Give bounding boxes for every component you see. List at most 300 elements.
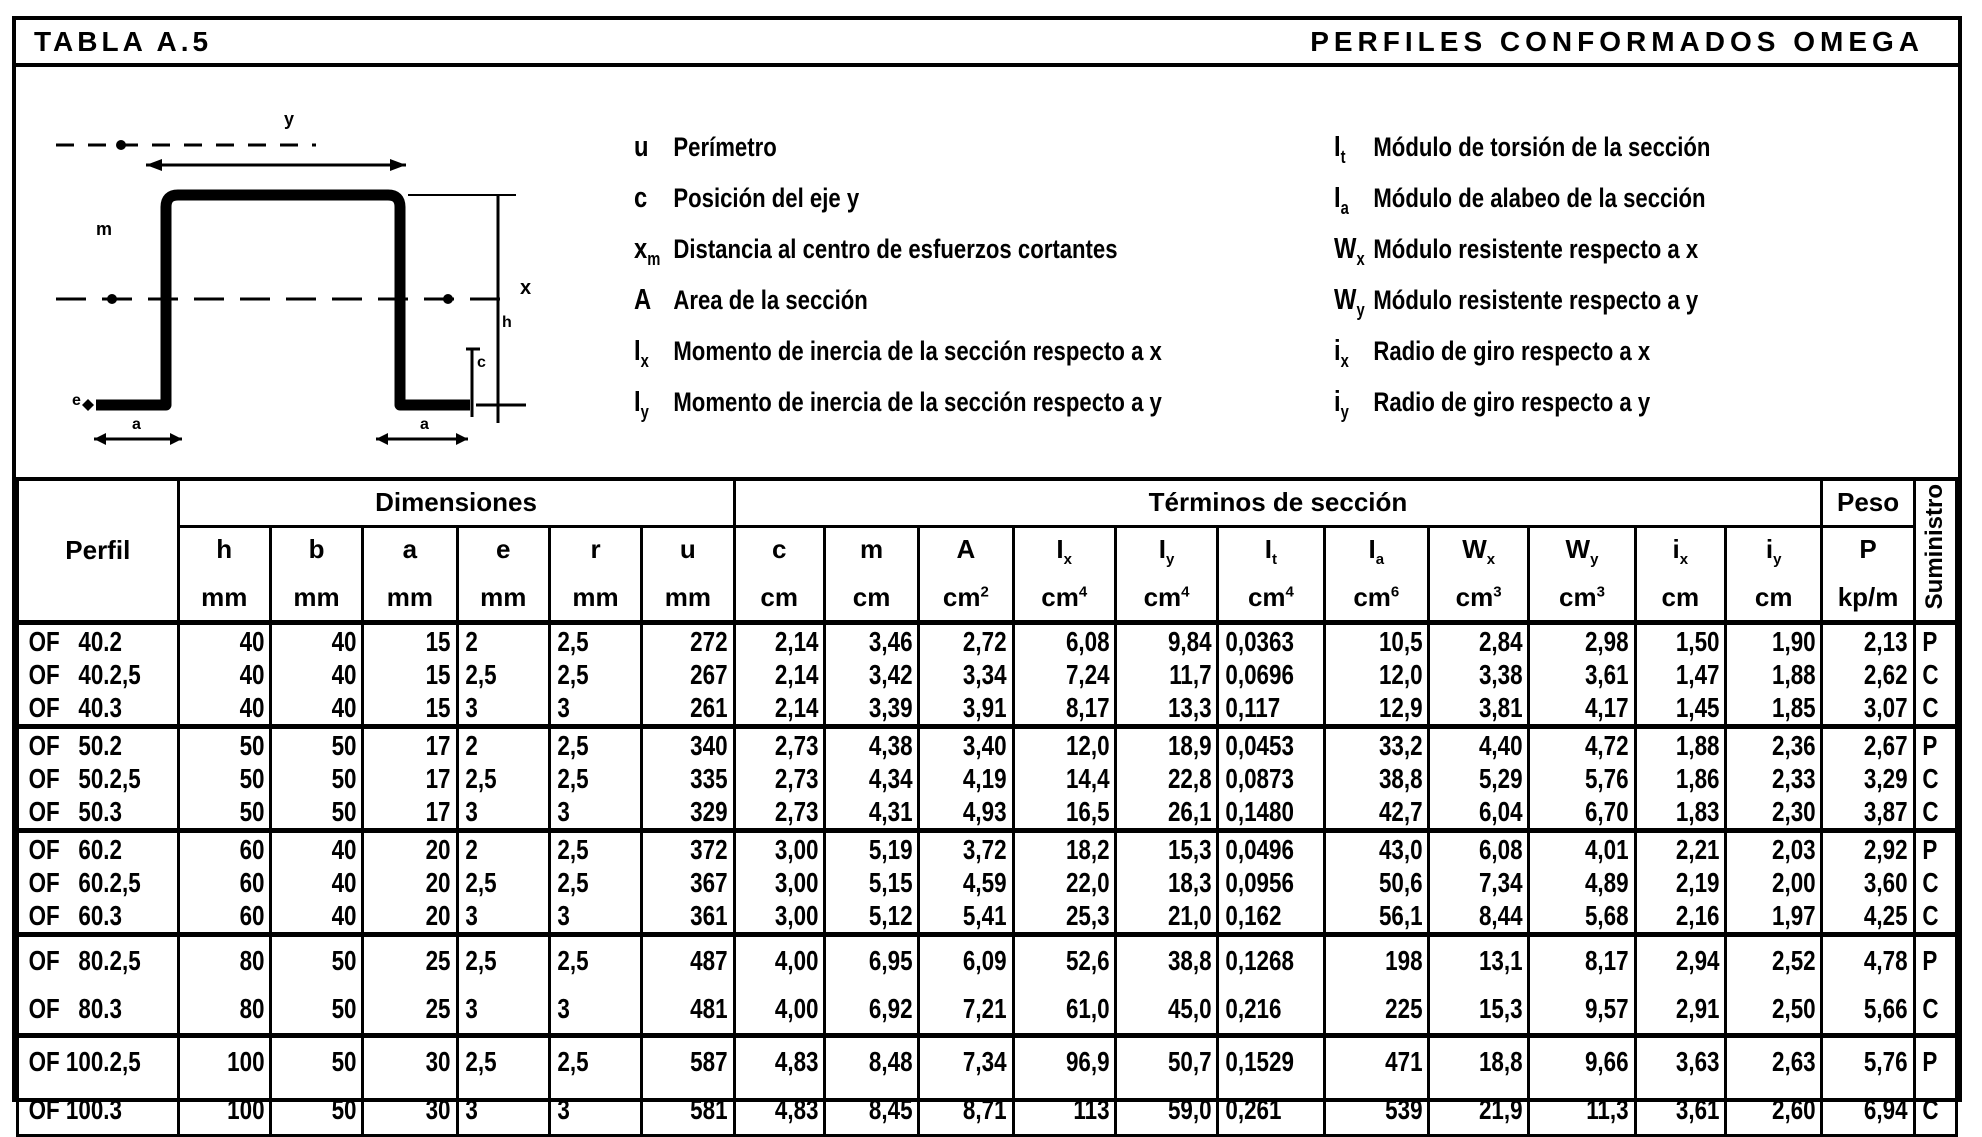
table-cell: 25,3 [1065,900,1110,931]
value-cell [1013,935,1115,1036]
value-cell [178,623,270,727]
table-cell: 1,90 [1772,626,1816,657]
table-cell: 59,0 [1167,1094,1212,1125]
legend-item [1334,284,1710,335]
table-cell: 5,66 [1864,993,1908,1024]
legend-item [1334,233,1710,284]
table-cell: 3,38 [1478,659,1523,690]
table-cell: 5,76 [1585,763,1629,794]
table-cell: 25 [425,945,451,976]
diagram-label-x: x [520,277,532,299]
legend-text: Radio de giro respecto a x [1373,336,1651,366]
column-unit: $cm^4$ [1115,574,1217,623]
value-cell [1726,831,1822,935]
table-cell: 50 [239,763,265,794]
table-title: PERFILES CONFORMADOS OMEGA [1310,26,1924,57]
table-cell: 2,94 [1675,945,1720,976]
table-cell: 21,0 [1167,900,1212,931]
table-cell: 40 [239,692,265,723]
table-cell: 3,91 [963,692,1007,723]
table-cell: 2,62 [1864,659,1908,690]
table-cell: 33,2 [1378,730,1423,761]
column-symbol: b [270,527,362,575]
table-cell: OF 50.2 [28,730,122,761]
table-cell: 17 [425,763,451,794]
column-symbol: $i_y$ [1726,527,1822,575]
legend-text: Módulo de torsión de la sección [1373,132,1711,162]
table-cell: 18,8 [1478,1046,1523,1077]
table-cell: 40 [331,692,357,723]
column-unit: cm [824,574,918,623]
table-cell: 22,0 [1065,867,1110,898]
table-cell: 4,72 [1585,730,1629,761]
diagram-label-h: h [502,314,512,331]
table-cell: 3 [464,692,478,723]
table-cell: 50 [331,763,357,794]
value-cell [734,935,824,1036]
title-bar [16,20,1958,67]
suministro-header: Suministro [1914,479,1956,623]
table-cell: 3,29 [1864,763,1908,794]
profile-name-cell [18,623,179,727]
table-cell: 9,57 [1585,993,1629,1024]
table-cell: 372 [690,834,728,865]
column-unit: $cm^4$ [1013,574,1115,623]
value-cell [1218,727,1324,831]
value-cell [549,623,641,727]
value-cell [734,727,824,831]
value-cell [1635,623,1725,727]
table-cell: 8,71 [963,1094,1007,1125]
table-cell: 61,0 [1065,993,1110,1024]
column-symbol: P [1822,527,1914,575]
value-cell [642,831,734,935]
table-cell: 12,0 [1378,659,1423,690]
table-cell: 2,73 [774,730,819,761]
value-cell [549,935,641,1036]
terminos-header: Términos de sección [734,479,1822,527]
table-cell: 2 [464,834,478,865]
table-cell: 4,78 [1864,945,1908,976]
value-cell [1635,935,1725,1036]
table-cell: 340 [690,730,728,761]
table-cell: 587 [690,1046,728,1077]
supply-cell [1914,727,1956,831]
table-cell: 6,09 [963,945,1007,976]
table-cell: 329 [690,796,728,827]
table-cell: 8,17 [1065,692,1110,723]
table-cell: 3,00 [774,834,819,865]
table-cell: 14,4 [1065,763,1110,794]
table-cell: 3 [464,993,478,1024]
table-cell: 6,08 [1065,626,1110,657]
table-cell: 2,00 [1772,867,1816,898]
legend-symbol: A [634,284,652,316]
value-cell [549,831,641,935]
table-cell: 3 [464,900,478,931]
table-cell: 60 [239,900,265,931]
legend-symbol: $i_x$ [1334,335,1349,371]
table-cell: 6,08 [1478,834,1523,865]
table-cell: 3,00 [774,900,819,931]
value-cell [1115,727,1217,831]
column-symbol: u [642,527,734,575]
column-symbol: A [919,527,1013,575]
table-cell: 3,07 [1864,692,1908,723]
table-cell: 4,93 [963,796,1007,827]
legend-text: Perímetro [673,132,777,162]
value-cell [1428,935,1528,1036]
legend-text: Momento de inercia de la sección respecto a x [673,336,1162,366]
table-cell: 8,45 [868,1094,913,1125]
table-cell: 18,2 [1065,834,1110,865]
table-cell: 30 [425,1094,451,1125]
table-cell: 2,33 [1772,763,1816,794]
column-symbol: $I_y$ [1115,527,1217,575]
table-cell: 15 [425,659,451,690]
column-symbol: $I_x$ [1013,527,1115,575]
table-cell: 367 [690,867,728,898]
table-cell: 2,50 [1772,993,1816,1024]
table-cell: 100 [226,1046,265,1077]
legend-text: Momento de inercia de la sección respecto a y [673,387,1162,417]
table-cell: OF 100.3 [28,1094,122,1125]
legend-item [1334,335,1710,386]
table-cell: 7,24 [1065,659,1110,690]
table-cell: 4,31 [868,796,913,827]
table-cell: 1,88 [1675,730,1720,761]
table-cell: 4,25 [1864,900,1908,931]
table-cell: 100 [226,1094,265,1125]
table-cell: 15,3 [1478,993,1523,1024]
table-cell: 2,73 [774,763,819,794]
table-cell: 0,0873 [1225,763,1295,794]
table-cell: 1,50 [1675,626,1720,657]
table-cell: 4,83 [774,1046,819,1077]
table-cell: 22,8 [1167,763,1212,794]
table-cell: 2,5 [557,834,589,865]
legend-text: Módulo resistente respecto a y [1373,285,1699,315]
value-cell [1115,623,1217,727]
table-cell: OF 60.2 [28,834,122,865]
table-cell: 5,19 [868,834,913,865]
table-cell: 4,19 [963,763,1007,794]
table-cell: 18,3 [1167,867,1212,898]
table-cell: 1,88 [1772,659,1816,690]
legend-item [634,182,1162,233]
table-cell: 40 [331,834,357,865]
table-cell: 21,9 [1478,1094,1523,1125]
table-cell: P [1922,945,1938,976]
table-cell: 2 [464,730,478,761]
table-cell: 267 [690,659,728,690]
table-cell: 4,00 [774,993,819,1024]
column-symbol: $I_a$ [1324,527,1428,575]
table-cell: 2,30 [1772,796,1816,827]
value-cell [1428,727,1528,831]
value-cell [1529,935,1635,1036]
table-cell: 3,63 [1675,1046,1720,1077]
table-cell: 50 [331,730,357,761]
table-cell: OF 40.2,5 [28,659,141,690]
table-cell: 38,8 [1167,945,1212,976]
table-cell: 5,76 [1864,1046,1908,1077]
table-cell: 1,45 [1675,692,1720,723]
legend-item [634,284,1162,335]
column-symbol: e [457,527,549,575]
value-cell [1635,831,1725,935]
value-cell [734,623,824,727]
legend-symbol: $I_y$ [634,386,649,422]
value-cell [1013,727,1115,831]
table-cell: 15 [425,626,451,657]
table-cell: 2,52 [1772,945,1816,976]
table-cell: P [1922,730,1938,761]
table-cell: 1,47 [1675,659,1720,690]
table-cell: 40 [331,626,357,657]
table-cell: 4,83 [774,1094,819,1125]
table-cell: 50 [331,1046,357,1077]
table-cell: 2,5 [464,867,497,898]
diagram-label-c: c [477,354,486,371]
value-cell [549,727,641,831]
column-symbol: $W_x$ [1428,527,1528,575]
table-cell: 4,59 [963,867,1007,898]
value-cell [642,727,734,831]
value-cell [363,831,457,935]
table-cell: 3,34 [963,659,1007,690]
table-cell: 15,3 [1167,834,1212,865]
table-cell: 43,0 [1378,834,1423,865]
table-cell: 4,40 [1478,730,1523,761]
table-cell: 1,97 [1772,900,1816,931]
column-unit: mm [270,574,362,623]
perfil-header: Perfil [18,479,179,623]
table-row-group [18,727,1957,831]
table-cell: OF 80.3 [28,993,122,1024]
table-cell: 25 [425,993,451,1024]
unit-row [18,574,1957,623]
table-cell: P [1922,626,1938,657]
table-cell: 2,36 [1772,730,1816,761]
table-row-group [18,935,1957,1036]
value-cell [824,727,918,831]
diagram-label-e: e [72,392,81,409]
column-unit: $cm^3$ [1529,574,1635,623]
table-cell: 471 [1384,1046,1423,1077]
supply-cell [1914,935,1956,1036]
table-cell: 2,92 [1864,834,1908,865]
table-cell: 113 [1072,1094,1110,1125]
table-cell: 11,3 [1586,1094,1629,1125]
value-cell [1324,935,1428,1036]
table-cell: 2,91 [1675,993,1720,1024]
value-cell [363,935,457,1036]
value-cell [270,831,362,935]
legend-item [1334,131,1710,182]
table-cell: OF 40.3 [28,692,122,723]
table-cell: 2,14 [774,626,819,657]
column-symbol: $I_t$ [1218,527,1324,575]
column-symbol: r [549,527,641,575]
value-cell [178,935,270,1036]
table-cell: 50 [331,796,357,827]
legend-text: Posición del eje y [673,183,860,213]
table-cell: 198 [1384,945,1423,976]
table-cell: 4,00 [774,945,819,976]
legend-symbol: $W_x$ [1334,233,1365,269]
table-cell: 96,9 [1065,1046,1110,1077]
table-cell: 2,5 [464,1046,497,1077]
table-cell: 0,1268 [1225,945,1295,976]
table-cell: 2,5 [557,867,589,898]
legend-item [634,335,1162,386]
table-cell: 3 [557,993,570,1024]
legend-symbol: $x_m$ [634,233,661,269]
table-cell: P [1922,1046,1938,1077]
diagram-label-a-left: a [132,416,141,433]
value-cell [824,623,918,727]
table-cell: 1,83 [1675,796,1720,827]
value-cell [1324,727,1428,831]
value-cell [824,935,918,1036]
column-unit: kp/m [1822,574,1914,623]
supply-cell [1914,831,1956,935]
table-cell: OF 50.2,5 [28,763,141,794]
table-cell: 40 [331,900,357,931]
table-cell: 1,85 [1772,692,1816,723]
table-cell: 4,34 [868,763,913,794]
table-cell: 2,5 [464,763,497,794]
value-cell [457,935,549,1036]
table-cell: 2,14 [774,692,819,723]
legend-symbol: $W_y$ [1334,284,1365,320]
table-cell: 5,15 [868,867,913,898]
table-cell: 581 [690,1094,728,1125]
table-cell: 50 [239,796,265,827]
table-cell: 2,98 [1585,626,1629,657]
table-cell: 6,04 [1478,796,1523,827]
legend-area [16,67,1958,481]
table-cell: 3,72 [963,834,1007,865]
table-cell: 0,117 [1225,692,1281,723]
table-cell: 4,17 [1585,692,1629,723]
column-unit: $cm^6$ [1324,574,1428,623]
table-cell: 3,87 [1864,796,1908,827]
value-cell [1115,935,1217,1036]
value-cell [1013,623,1115,727]
legend-symbol: c [634,182,648,214]
table-cell: 361 [690,900,728,931]
table-cell: 60 [239,867,265,898]
table-cell: 3,61 [1675,1094,1720,1125]
table-row-group [18,623,1957,727]
table-cell: 26,1 [1167,796,1212,827]
table-cell: 38,8 [1378,763,1423,794]
table-cell: 2,03 [1772,834,1816,865]
value-cell [1822,623,1914,727]
table-cell: 30 [425,1046,451,1077]
value-cell [178,727,270,831]
table-row-group [18,831,1957,935]
value-cell [919,831,1013,935]
table-cell: 3,39 [868,692,913,723]
diagram-label-a-right: a [420,416,429,433]
table-cell: 3 [557,900,570,931]
table-cell: 45,0 [1167,993,1212,1024]
table-cell: 7,34 [1478,867,1523,898]
table-cell: 2,5 [557,626,589,657]
table-cell: 2,5 [557,763,589,794]
peso-header: Peso [1822,479,1914,527]
table-cell: 0,0453 [1225,730,1295,761]
table-cell: 3,42 [868,659,913,690]
table-cell: 40 [239,626,265,657]
table-cell: 52,6 [1065,945,1110,976]
table-cell: 60 [239,834,265,865]
table-cell: 12,0 [1065,730,1110,761]
table-cell: 2,5 [557,945,589,976]
table-cell: 40 [331,867,357,898]
table-cell: OF 80.2,5 [28,945,141,976]
omega-profile-diagram [36,87,556,467]
table-cell: 272 [690,626,728,657]
table-cell: 80 [239,945,265,976]
table-cell: 80 [239,993,265,1024]
table-cell: 6,95 [868,945,913,976]
value-cell [824,831,918,935]
table-cell: 3,00 [774,867,819,898]
table-cell: 0,216 [1225,993,1282,1024]
column-symbol: $W_y$ [1529,527,1635,575]
table-cell: 0,1480 [1225,796,1295,827]
table-cell: 3 [557,1094,570,1125]
table-cell: 16,5 [1065,796,1110,827]
table-cell: C [1922,1094,1939,1125]
legend-symbol: $I_x$ [634,335,649,371]
value-cell [1324,831,1428,935]
table-cell: C [1922,796,1939,827]
legend-item [634,233,1162,284]
table-cell: 13,1 [1478,945,1523,976]
table-cell: 50 [239,730,265,761]
value-cell [1529,831,1635,935]
column-unit: mm [363,574,457,623]
table-cell: 7,34 [963,1046,1007,1077]
table-header [18,479,1957,623]
legend-item [1334,386,1710,437]
table-cell: 20 [425,867,451,898]
table-cell: 1,86 [1675,763,1720,794]
value-cell [457,831,549,935]
table-cell: 17 [425,730,451,761]
value-cell [1529,623,1635,727]
legend-list-left [634,131,1278,437]
supply-cell [1914,623,1956,727]
table-cell: 0,0363 [1225,626,1295,657]
column-unit: mm [642,574,734,623]
table-cell: OF 60.2,5 [28,867,141,898]
table-cell: 5,68 [1585,900,1629,931]
value-cell [270,935,362,1036]
table-frame [12,16,1962,1125]
table-cell: C [1922,900,1939,931]
value-cell [1635,727,1725,831]
table-cell: 481 [690,993,728,1024]
value-cell [1218,935,1324,1036]
table-cell: 2,5 [557,1046,589,1077]
table-cell: 0,0696 [1225,659,1295,690]
